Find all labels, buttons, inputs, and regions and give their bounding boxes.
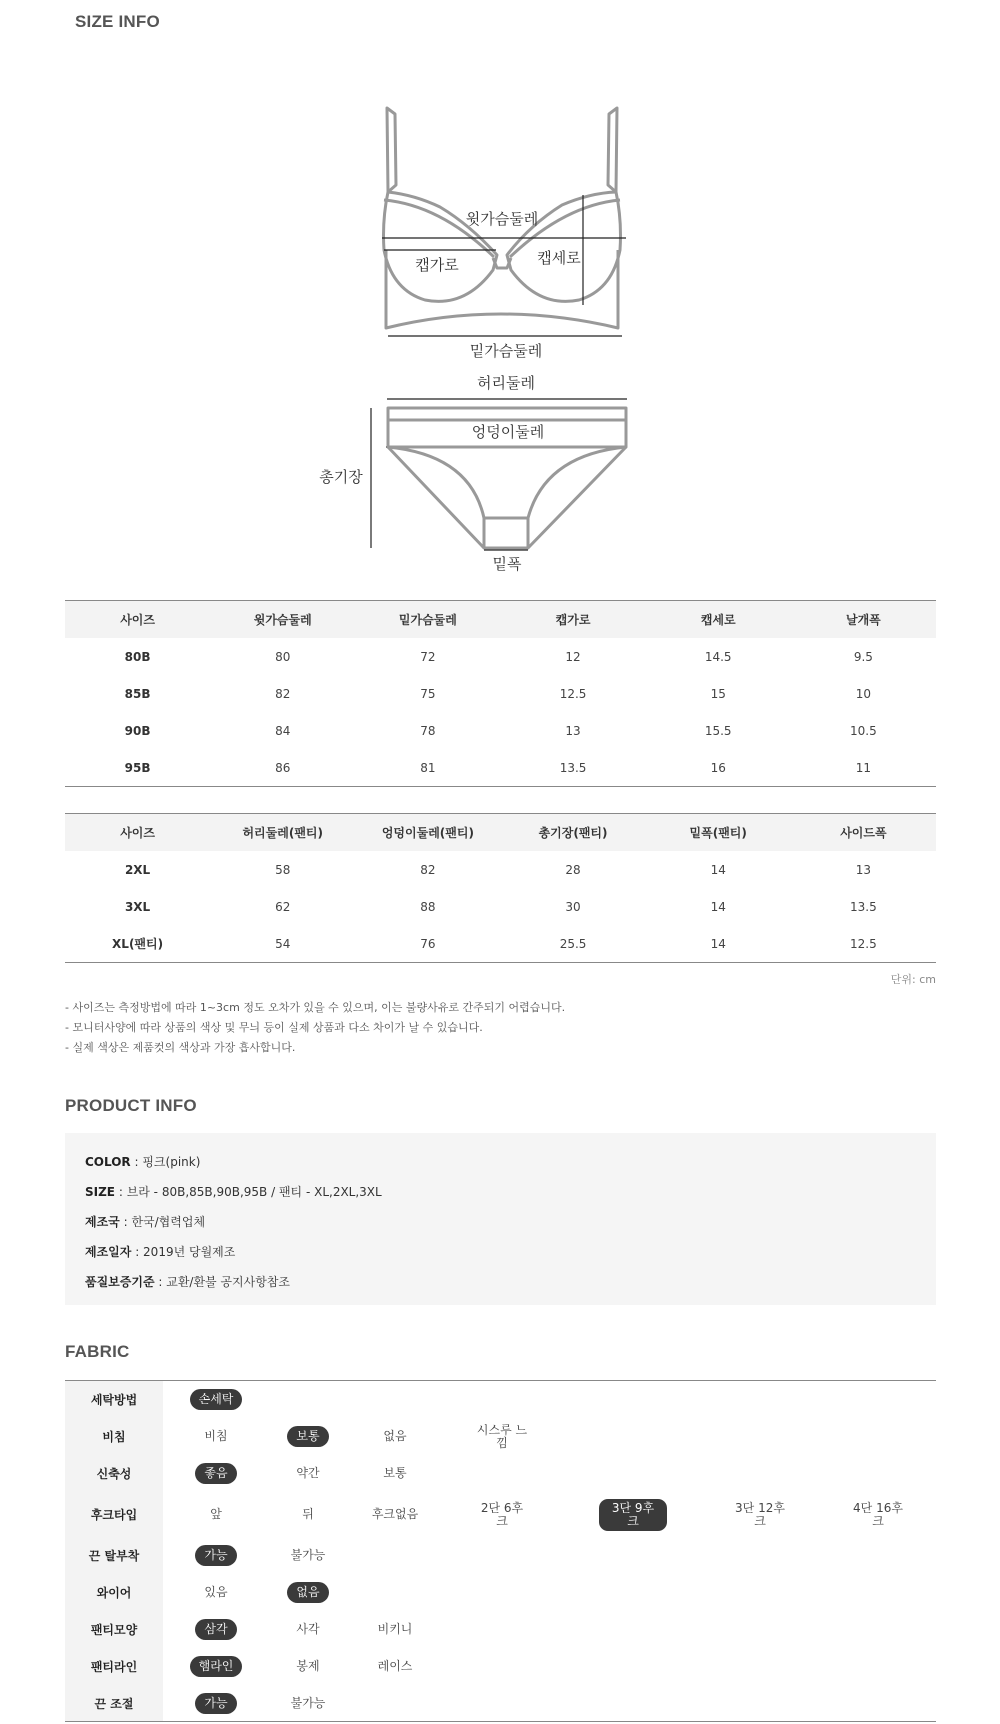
fabric-row [65,1648,936,1685]
info-value: : 핑크(pink) [130,1155,201,1169]
fabric-row-label: 끈 탈부착 [88,1549,140,1563]
column-header: 밑폭(팬티) [646,814,791,852]
fabric-row [65,1418,936,1455]
value-cell: 62 [275,899,291,914]
info-label: 제조국 [85,1215,120,1229]
fabric-row [65,1381,936,1418]
fabric-row [65,1611,936,1648]
info-value: : 2019년 당월제조 [131,1245,236,1259]
fabric-option-text: 좋음 [195,1463,236,1484]
value-cell: 10 [855,686,872,701]
size-cell: 80B [124,649,151,664]
info-row-date [85,1237,916,1267]
value-cell: 14 [710,862,726,877]
info-label: SIZE [85,1185,116,1199]
product-info-box [65,1133,936,1305]
table-row [65,749,936,787]
fabric-option-text: 가능 [195,1693,236,1714]
fabric-option-selected [176,1455,256,1492]
fabric-option-selected [176,1381,256,1418]
value-cell: 15 [710,686,726,701]
fabric-option-selected [176,1648,256,1685]
info-row-country [85,1207,916,1237]
fabric-option-text: 후크없음 [371,1507,419,1521]
fabric-option [467,1492,537,1537]
label-upper-bust: 윗가슴둘레 [465,210,539,228]
table-row [65,712,936,749]
fabric-option-text: 있음 [204,1585,228,1599]
fabric-option [355,1648,435,1685]
fabric-row [65,1537,936,1574]
column-header: 밑가슴둘레 [355,601,500,639]
label-cup-height: 캡세로 [537,249,581,267]
fabric-row-label: 끈 조절 [94,1697,134,1711]
fabric-option [268,1611,348,1648]
fabric-option-text: 보통 [287,1426,328,1447]
table-row [65,925,936,963]
fabric-option [268,1648,348,1685]
table-row [65,888,936,925]
fabric-row [65,1574,936,1611]
fabric-row-label: 세탁방법 [90,1393,138,1407]
size-cell: 95B [124,760,151,775]
info-row-color [85,1147,916,1177]
value-cell: 25.5 [559,936,587,951]
value-cell: 28 [565,862,581,877]
value-cell: 30 [565,899,581,914]
value-cell: 78 [420,723,436,738]
label-bottom-width: 밑폭 [492,555,522,573]
fabric-option-text: 3단 12후크 [735,1500,785,1528]
value-cell: 14 [710,899,726,914]
fabric-row [65,1492,936,1537]
fabric-option-text: 시스루 느낌 [476,1422,528,1450]
value-cell: 13 [855,862,872,877]
value-cell: 13 [565,723,581,738]
value-cell: 86 [275,760,291,775]
size-notes [65,998,565,1058]
fabric-option-text: 약간 [296,1466,320,1480]
value-cell: 80 [275,649,291,664]
fabric-row-label: 팬티모양 [90,1623,138,1637]
note-line: - 모니터사양에 따라 상품의 색상 및 무늬 등이 실제 상품과 다소 차이가 날 수 있습니다. [65,1021,483,1034]
column-header: 캡가로 [500,601,645,639]
fabric-option-selected [268,1574,348,1611]
info-label: 제조일자 [85,1245,132,1259]
fabric-option-selected [176,1685,256,1722]
info-row-warranty [85,1267,916,1297]
bra-size-table [65,600,936,787]
fabric-option [828,1492,928,1537]
column-header: 사이드폭 [791,814,936,852]
fabric-option [268,1685,348,1722]
fabric-option-text: 비키니 [377,1622,413,1636]
label-total-length: 총기장 [319,468,363,486]
fabric-option [355,1492,435,1537]
fabric-option-selected [176,1537,256,1574]
value-cell: 14.5 [704,649,732,664]
column-header: 허리둘레(팬티) [210,814,355,852]
table-row [65,851,936,888]
fabric-option [355,1455,435,1492]
fabric-option [176,1418,256,1455]
size-diagram [0,60,1000,580]
value-cell: 54 [275,936,291,951]
fabric-option-text: 가능 [195,1545,236,1566]
value-cell: 12 [565,649,581,664]
table-header-row [65,814,936,852]
value-cell: 13.5 [850,899,877,914]
fabric-option-text: 없음 [383,1429,407,1443]
value-cell: 15.5 [704,723,732,738]
column-header: 총기장(팬티) [500,814,645,852]
fabric-row-label: 와이어 [96,1586,132,1600]
size-cell: 90B [124,723,151,738]
note-line: - 실제 색상은 제품컷의 색상과 가장 흡사합니다. [65,1041,296,1054]
size-cell: XL(팬티) [112,937,164,951]
fabric-option-text: 햄라인 [190,1656,243,1677]
column-header: 엉덩이둘레(팬티) [355,814,500,852]
fabric-option [268,1455,348,1492]
fabric-option-text: 삼각 [195,1619,236,1640]
value-cell: 72 [420,649,436,664]
value-cell: 9.5 [853,649,873,664]
fabric-option-text: 불가능 [290,1548,326,1562]
fabric-option-text: 없음 [287,1582,328,1603]
fabric-option [176,1492,256,1537]
label-under-bust: 밑가슴둘레 [469,342,543,360]
value-cell: 13.5 [559,760,587,775]
fabric-option [355,1418,435,1455]
fabric-row [65,1685,936,1722]
value-cell: 81 [420,760,436,775]
fabric-option-text: 뒤 [302,1507,314,1521]
fabric-option-selected [176,1611,256,1648]
size-cell: 85B [124,686,151,701]
fabric-option-text: 3단 9후크 [599,1499,667,1531]
fabric-table [65,1380,936,1722]
table-row [65,675,936,712]
value-cell: 82 [420,862,436,877]
product-info-title: PRODUCT INFO [65,1096,197,1115]
fabric-option [268,1537,348,1574]
fabric-option [176,1574,256,1611]
fabric-row-label: 후크타입 [90,1508,138,1522]
panty-size-table [65,813,936,963]
value-cell: 84 [275,723,291,738]
fabric-option [355,1611,435,1648]
label-hip: 엉덩이둘레 [471,423,545,441]
fabric-option-text: 보통 [383,1466,407,1480]
value-cell: 16 [710,760,726,775]
fabric-row-label: 비침 [102,1430,126,1444]
fabric-option-text: 비침 [204,1429,228,1443]
size-cell: 3XL [124,899,151,914]
fabric-option-text: 앞 [210,1507,222,1521]
label-cup-width: 캡가로 [415,256,459,274]
value-cell: 58 [275,862,291,877]
value-cell: 88 [420,899,436,914]
value-cell: 12.5 [559,686,587,701]
fabric-option-text: 4단 16후크 [853,1500,903,1528]
fabric-option-selected [268,1418,348,1455]
value-cell: 14 [710,936,726,951]
fabric-row-label: 신축성 [96,1467,132,1481]
fabric-row [65,1455,936,1492]
value-cell: 10.5 [850,723,877,738]
fabric-option-text: 손세탁 [190,1389,243,1410]
fabric-option-text: 봉제 [296,1659,320,1673]
note-line: - 사이즈는 측정방법에 따라 1~3cm 정도 오차가 있을 수 있으며, 이는 불량사유로 간주되기 어렵습니다. [65,1001,566,1014]
size-cell: 2XL [124,862,151,877]
info-value: : 브라 - 80B,85B,90B,95B / 팬티 - XL,2XL,3XL [115,1185,382,1199]
table-header-row [65,601,936,639]
info-row-size [85,1177,916,1207]
column-header: 캡세로 [646,601,791,639]
table-row [65,638,936,675]
info-label: 품질보증기준 [85,1275,155,1289]
fabric-option-text: 사각 [296,1622,320,1636]
fabric-option-selected [593,1492,673,1537]
fabric-option [467,1418,537,1455]
label-waist: 허리둘레 [477,374,535,392]
fabric-option [710,1492,810,1537]
column-header: 사이즈 [65,814,210,852]
fabric-row-label: 팬티라인 [90,1660,138,1674]
value-cell: 76 [420,936,436,951]
value-cell: 82 [275,686,291,701]
info-label: COLOR [85,1155,131,1169]
info-value: : 한국/협력업체 [119,1215,206,1229]
size-info-title: SIZE INFO [75,12,160,31]
fabric-option-text: 2단 6후크 [480,1500,524,1528]
value-cell: 12.5 [850,936,877,951]
column-header: 사이즈 [65,601,210,639]
fabric-option-text: 레이스 [377,1659,413,1673]
fabric-option-text: 불가능 [290,1696,326,1710]
info-value: : 교환/환불 공지사항참조 [154,1275,291,1289]
value-cell: 75 [420,686,436,701]
unit-label: 단위: cm [890,973,936,986]
column-header: 윗가슴둘레 [210,601,355,639]
fabric-option [268,1492,348,1537]
column-header: 날개폭 [791,601,936,639]
value-cell: 11 [855,760,872,775]
fabric-title: FABRIC [65,1342,130,1361]
